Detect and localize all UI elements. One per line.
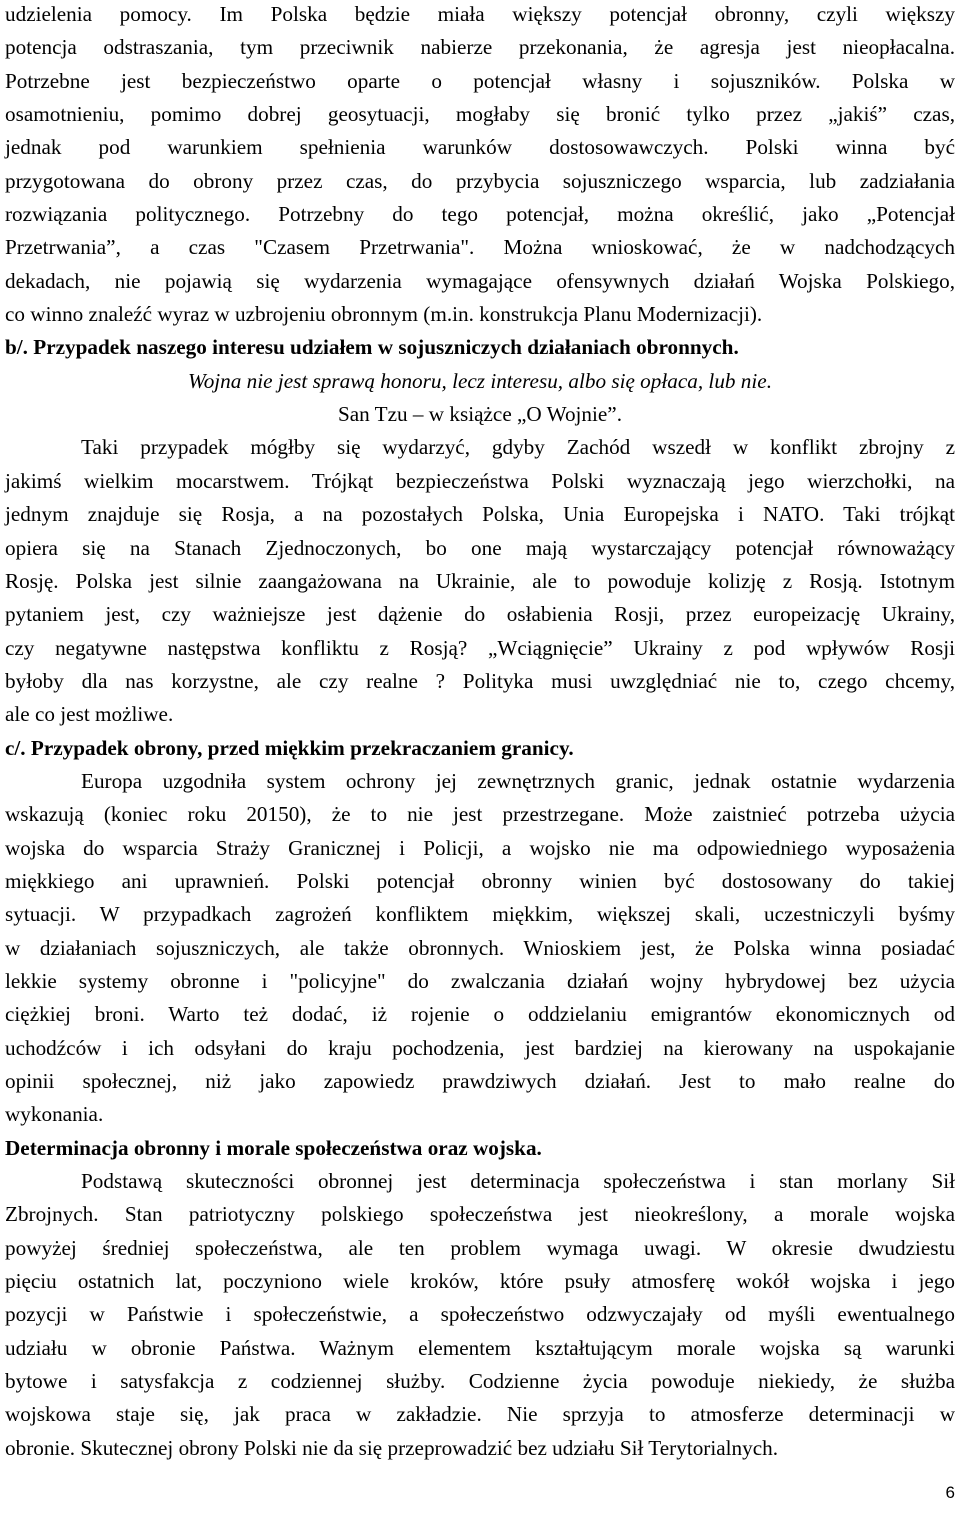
- text-line: Potrzebne jest bezpieczeństwo oparte o potencjał własny i sojuszników. Polska w: [5, 68, 955, 93]
- text-line: wojskowa staje się, jak praca w zakładzie. Nie sprzyja to atmosferze determinacji w: [5, 1402, 955, 1427]
- section-heading: c/. Przypadek obrony, przed miękkim przekraczaniem granicy.: [5, 735, 574, 760]
- text-line: pozycji w Państwie i społeczeństwie, a społeczeństwo odzwyczajały od myśli ewentualnego: [5, 1302, 955, 1327]
- text-line: Rosję. Polska jest silnie zaangażowana na Ukrainie, ale to powoduje kolizję z Rosją. Istotnym: [5, 568, 955, 593]
- text-line: bytowe i satysfakcja z codziennej służby. Codzienne życia powoduje niekiedy, że służba: [5, 1369, 955, 1394]
- text-line: ciężkiej broni. Warto też dodać, iż rojenie o oddzielaniu emigrantów ekonomicznych od: [5, 1002, 955, 1027]
- text-line: ale co jest możliwe.: [5, 702, 174, 727]
- text-line: opinii społecznej, niż jako zapowiedz prawdziwych działań. Jest to mało realne do: [5, 1069, 955, 1093]
- text-line: wojska do wsparcia Straży Granicznej i Policji, a wojsko nie ma odpowiedniego wyposażenia: [5, 835, 955, 860]
- text-line: lekkie systemy obronne i "policyjne" do zwalczania działań wojny hybrydowej bez użycia: [5, 968, 955, 993]
- text-line: Europa uzgodniła system ochrony jej zewnętrznych granic, jednak ostatnie wydarzenia: [81, 768, 955, 793]
- text-line: wykonania.: [5, 1102, 104, 1127]
- text-line: powyżej średniej społeczeństwa, ale ten problem wymaga uwagi. W okresie dwudziestu: [5, 1235, 955, 1260]
- text-line: uchodźców i ich odsyłani do kraju pochodzenia, jest bardziej na kierowany na uspokajanie: [5, 1035, 955, 1060]
- text-line: pięciu ostatnich lat, poczyniono wiele kroków, które psuły atmosferę wokół wojska i jego: [5, 1269, 955, 1294]
- quote-line: Wojna nie jest sprawą honoru, lecz interesu, albo się opłaca, lub nie.: [188, 368, 772, 393]
- section-heading: Determinacja obronny i morale społeczeństwa oraz wojska.: [5, 1135, 542, 1160]
- text-line: w działaniach sojuszniczych, ale także obronnych. Wnioskiem jest, że Polska winna posiadać: [5, 935, 955, 960]
- text-line: udzielenia pomocy. Im Polska będzie miała większy potencjał obronny, czyli większy: [5, 2, 955, 26]
- text-line: udziału w obronie Państwa. Ważnym elementem kształtującym morale wojska są warunki: [5, 1335, 955, 1360]
- text-line: miękkiego ani uprawnień. Polski potencjał obronny winien być dostosowany do takiej: [5, 868, 955, 893]
- text-line: czy negatywne następstwa konfliktu z Rosją? „Wciągnięcie” Ukrainy z pod wpływów Rosji: [5, 635, 955, 660]
- text-line: sytuacji. W przypadkach zagrożeń konfliktem miękkim, większej skali, uczestniczyli byśmy: [5, 902, 955, 927]
- text-line: byłoby dla nas korzystne, ale czy realne ? Polityka musi uwzględniać nie to, czego chcemy,: [5, 668, 955, 693]
- page-number: 6: [945, 1483, 955, 1502]
- text-line: rozwiązania politycznego. Potrzebny do tego potencjał, można określić, jako „Potencjał: [5, 202, 955, 227]
- text-line: przygotowana do obrony przez czas, do przybycia sojuszniczego wsparcia, lub zadziałania: [5, 168, 955, 193]
- text-line: obronie. Skutecznej obrony Polski nie da się przeprowadzić bez udziału Sił Terytorialnych.: [5, 1435, 779, 1460]
- text-line: osamotnieniu, pomimo dobrej geosytuacji, mogłaby się bronić tylko przez „jakiś” czas,: [5, 102, 955, 127]
- quote-attribution: San Tzu – w książce „O Wojnie”.: [337, 402, 623, 427]
- text-line: potencja odstraszania, tym przeciwnik nabierze przekonania, że agresja jest nieopłacalna.: [5, 35, 955, 60]
- section-heading: b/. Przypadek naszego interesu udziałem w sojuszniczych działaniach obronnych.: [5, 335, 739, 360]
- text-line: co winno znaleźć wyraz w uzbrojeniu obronnym (m.in. konstrukcja Planu Modernizacji).: [5, 302, 763, 327]
- text-line: Taki przypadek mógłby się wydarzyć, gdyby Zachód wszedł w konflikt zbrojny z: [81, 435, 955, 460]
- text-line: Przetrwania”, a czas "Czasem Przetrwania". Można wnioskować, że w nadchodzących: [5, 235, 955, 260]
- text-line: opiera się na Stanach Zjednoczonych, bo one mają wystarczający potencjał równoważący: [5, 535, 955, 560]
- text-line: jednak pod warunkiem spełnienia warunków dostosowawczych. Polski winna być: [5, 135, 955, 160]
- text-line: pytaniem jest, czy ważniejsze jest dążenie do osłabienia Rosji, przez europeizację Ukrainy,: [5, 602, 955, 627]
- text-line: jednym znajduje się Rosja, a na pozostałych Polska, Unia Europejska i NATO. Taki trójkąt: [5, 502, 955, 527]
- text-line: Zbrojnych. Stan patriotyczny polskiego społeczeństwa jest nieokreślony, a morale wojska: [5, 1202, 955, 1227]
- text-line: dekadach, nie pojawią się wydarzenia wymagające ofensywnych działań Wojska Polskiego,: [5, 268, 955, 293]
- text-line: Podstawą skuteczności obronnej jest determinacja społeczeństwa i stan morlany Sił: [81, 1169, 955, 1194]
- text-line: wskazują (koniec roku 20150), że to nie jest przestrzegane. Może zaistnieć potrzeba użycia: [5, 802, 955, 827]
- text-line: jakimś wielkim mocarstwem. Trójkąt bezpieczeństwa Polski wyznaczają jego wierzchołki, na: [5, 468, 955, 493]
